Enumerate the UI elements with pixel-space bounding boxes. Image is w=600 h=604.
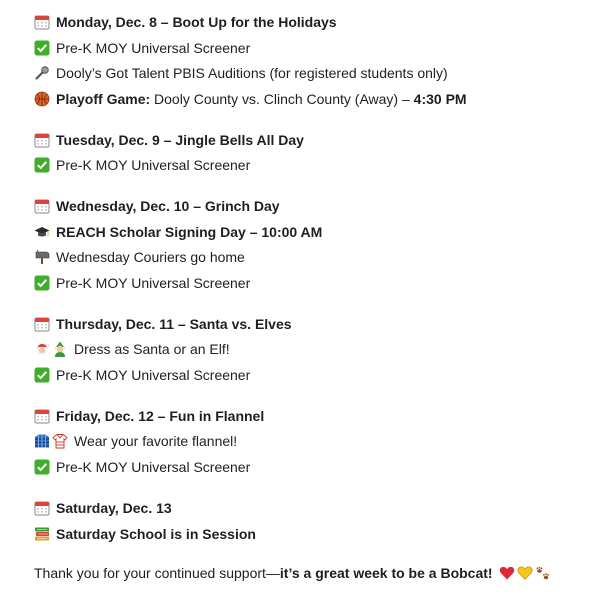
list-item	[34, 35, 594, 61]
day-heading-text: Saturday, Dec. 13	[56, 499, 172, 516]
item-text: Wednesday Couriers go home	[56, 249, 245, 266]
list-item	[34, 245, 594, 271]
red-heart-icon	[499, 565, 515, 581]
graduation-cap-icon	[34, 224, 50, 240]
day-heading-text: Monday, Dec. 8 – Boot Up for the Holidays	[56, 13, 337, 30]
item-text: Dooly’s Got Talent PBIS Auditions (for registered students only)	[56, 65, 448, 82]
list-item	[34, 337, 594, 363]
check-icon	[34, 367, 50, 383]
paw-prints-icon	[535, 565, 551, 581]
calendar-icon	[34, 198, 50, 214]
item-text: Wear your favorite flannel!	[74, 433, 238, 450]
item-text: Pre-K MOY Universal Screener	[56, 367, 251, 384]
item-text: Dooly County vs. Clinch County (Away) –	[150, 90, 414, 107]
list-item	[34, 152, 594, 178]
check-icon	[34, 157, 50, 173]
day-heading-text: Thursday, Dec. 11 – Santa vs. Elves	[56, 315, 292, 332]
item-text: Dress as Santa or an Elf!	[74, 341, 230, 358]
day-heading-monday	[34, 9, 594, 35]
books-icon	[34, 526, 50, 542]
closing-line	[34, 561, 594, 585]
shirt-icon	[52, 433, 68, 449]
item-text: Pre-K MOY Universal Screener	[56, 39, 251, 56]
list-item	[34, 270, 594, 296]
list-item	[34, 219, 594, 245]
list-item	[34, 521, 594, 547]
list-item	[34, 60, 594, 86]
check-icon	[34, 459, 50, 475]
list-item	[34, 362, 594, 388]
day-heading-text: Tuesday, Dec. 9 – Jingle Bells All Day	[56, 131, 304, 148]
calendar-icon	[34, 316, 50, 332]
closing-text: Thank you for your continued support—	[34, 565, 280, 582]
item-text: REACH Scholar Signing Day – 10:00 AM	[56, 223, 323, 240]
day-heading-tuesday	[34, 127, 594, 153]
list-item	[34, 429, 594, 455]
day-heading-text: Friday, Dec. 12 – Fun in Flannel	[56, 407, 265, 424]
microphone-icon	[34, 65, 50, 81]
list-item	[34, 454, 594, 480]
calendar-icon	[34, 132, 50, 148]
list-item	[34, 86, 594, 112]
closing-bold-text: it’s a great week to be a Bobcat!	[279, 565, 493, 582]
newsletter-body	[34, 9, 594, 585]
item-text: Pre-K MOY Universal Screener	[56, 157, 251, 174]
check-icon	[34, 275, 50, 291]
yellow-heart-icon	[517, 565, 533, 581]
calendar-icon	[34, 408, 50, 424]
day-heading-wednesday	[34, 193, 594, 219]
item-bold-suffix: 4:30 PM	[413, 90, 467, 107]
elf-icon	[52, 341, 68, 357]
item-text: Pre-K MOY Universal Screener	[56, 275, 251, 292]
day-heading-text: Wednesday, Dec. 10 – Grinch Day	[56, 197, 280, 214]
day-heading-saturday	[34, 495, 594, 521]
check-icon	[34, 40, 50, 56]
plaid-shirt-icon	[34, 433, 50, 449]
calendar-icon	[34, 14, 50, 30]
day-heading-thursday	[34, 311, 594, 337]
item-text: Saturday School is in Session	[56, 525, 256, 542]
item-bold-prefix: Playoff Game:	[56, 90, 151, 107]
item-text: Pre-K MOY Universal Screener	[56, 459, 251, 476]
calendar-icon	[34, 500, 50, 516]
day-heading-friday	[34, 403, 594, 429]
basketball-icon	[34, 91, 50, 107]
mailbox-icon	[34, 249, 50, 265]
santa-icon	[34, 341, 50, 357]
